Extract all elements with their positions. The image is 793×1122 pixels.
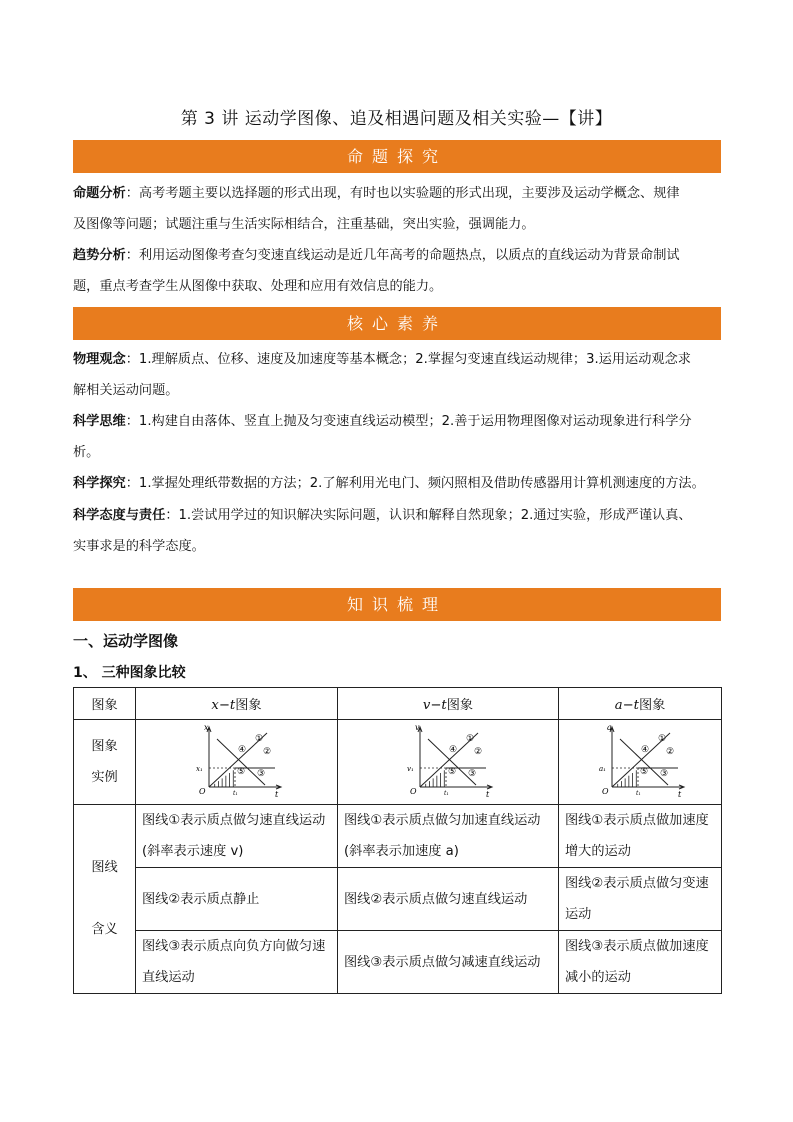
curve-label-4: ④ xyxy=(641,745,650,755)
literacy-thinking xyxy=(73,406,723,468)
table-row xyxy=(74,805,722,868)
table-row xyxy=(74,931,722,994)
table-cell: 图线③表示质点向负方向做匀速直线运动 xyxy=(136,931,338,994)
header-vt: v−t图象 xyxy=(338,688,559,720)
level-label: v₁ xyxy=(407,765,414,773)
graph-cell-xt xyxy=(136,720,338,805)
level-label: a₁ xyxy=(599,765,606,773)
table-cell: 图线①表示质点做加速度增大的运动 xyxy=(559,805,722,868)
t1-label: t₁ xyxy=(444,790,449,797)
axis-label: v xyxy=(415,723,420,732)
table-cell: 图线②表示质点做匀速直线运动 xyxy=(338,868,559,931)
curve-label-2: ② xyxy=(666,747,675,757)
curve-label-3: ③ xyxy=(256,769,265,779)
header-col0: 图象 xyxy=(74,688,136,720)
concept-label: 物理观念 xyxy=(73,352,126,367)
trend-text-1: ：利用运动图像考查匀变速直线运动是近几年高考的命题热点，以质点的直线运动为背景命制试 xyxy=(125,248,680,263)
header-xt: x−t图象 xyxy=(136,688,338,720)
thinking-text-1: ：1.构建自由落体、竖直上抛及匀变速直线运动模型；2.善于运用物理图像对运动现象进行科学分 xyxy=(125,414,692,429)
curve-label-5: ⑤ xyxy=(448,767,457,777)
literacy-attitude xyxy=(73,500,723,562)
research-analysis xyxy=(73,178,723,240)
table-cell: 图线①表示质点做匀速直线运动(斜率表示速度 v) xyxy=(136,805,338,868)
attitude-text-1: ：1.尝试用学过的知识解决实际问题，认识和解释自然现象；2.通过实验，形成严谨认真、 xyxy=(165,508,692,523)
banner-knowledge: 知识梳理 xyxy=(73,588,721,621)
concept-text-2: 解相关运动问题。 xyxy=(73,383,179,398)
curve-label-1: ① xyxy=(466,734,475,744)
attitude-label: 科学态度与责任 xyxy=(73,508,166,523)
curve-label-2: ② xyxy=(474,747,483,757)
t-label: t xyxy=(486,790,490,799)
axis-label: x xyxy=(203,723,209,732)
section-heading: 一、运动学图像 xyxy=(73,632,179,650)
page-title: 第 3 讲 运动学图像、追及相遇问题及相关实验—【讲】 xyxy=(180,109,613,129)
t-label: t xyxy=(678,790,682,799)
curve-label-4: ④ xyxy=(449,745,458,755)
graph-cell-at xyxy=(559,720,722,805)
literacy-concept xyxy=(73,344,723,406)
graph-row-label: 图象 实例 xyxy=(74,720,136,805)
meaning-row-label: 图线 含义 xyxy=(74,805,136,994)
table-cell: 图线③表示质点做加速度减小的运动 xyxy=(559,931,722,994)
vt-graph-diagram xyxy=(398,721,498,799)
inquiry-label: 科学探究 xyxy=(73,476,126,491)
attitude-text-2: 实事求是的科学态度。 xyxy=(73,539,205,554)
banner-research: 命题探究 xyxy=(73,140,721,173)
curve-label-1: ① xyxy=(658,734,667,744)
table-cell: 图线②表示质点静止 xyxy=(136,868,338,931)
t1-label: t₁ xyxy=(232,790,238,797)
concept-text-1: ：1.理解质点、位移、速度及加速度等基本概念；2.掌握匀变速直线运动规律；3.运用运动观念求 xyxy=(125,352,691,367)
curve-label-3: ③ xyxy=(468,769,477,779)
curve-label-3: ③ xyxy=(660,769,669,779)
thinking-text-2: 析。 xyxy=(73,445,100,460)
origin-label: O xyxy=(198,787,206,796)
origin-label: O xyxy=(602,787,609,796)
graph-cell-vt xyxy=(338,720,559,805)
origin-label: O xyxy=(410,787,417,796)
xt-graph-diagram xyxy=(187,721,287,799)
literacy-inquiry xyxy=(73,468,723,499)
curve-label-1: ① xyxy=(254,734,263,744)
table-cell: 图线③表示质点做匀减速直线运动 xyxy=(338,931,559,994)
inquiry-text: ：1.掌握处理纸带数据的方法；2.了解利用光电门、频闪照相及借助传感器用计算机测速度的方法。 xyxy=(125,476,705,491)
axis-label: a xyxy=(607,723,612,732)
analysis-text-1: ：高考考题主要以选择题的形式出现，有时也以实验题的形式出现，主要涉及运动学概念、规律 xyxy=(125,186,680,201)
curve-label-4: ④ xyxy=(237,745,246,755)
table-cell: 图线②表示质点做匀变速运动 xyxy=(559,868,722,931)
comparison-table xyxy=(73,687,722,994)
trend-text-2: 题，重点考查学生从图像中获取、处理和应用有效信息的能力。 xyxy=(73,279,443,294)
banner-literacy: 核心素养 xyxy=(73,307,721,340)
analysis-text-2: 及图像等问题；试题注重与生活实际相结合，注重基础，突出实验，强调能力。 xyxy=(73,217,535,232)
header-at: a−t图象 xyxy=(559,688,722,720)
curve-label-2: ② xyxy=(262,747,271,757)
level-label: x₁ xyxy=(195,765,203,773)
analysis-label: 命题分析 xyxy=(73,186,126,201)
trend-label: 趋势分析 xyxy=(73,248,126,263)
t1-label: t₁ xyxy=(636,790,641,797)
table-cell: 图线①表示质点做匀加速直线运动(斜率表示加速度 a) xyxy=(338,805,559,868)
graph-row xyxy=(74,720,722,805)
at-graph-diagram xyxy=(590,721,690,799)
subsection-heading: 1、 三种图象比较 xyxy=(73,665,186,681)
t-label: t xyxy=(274,790,278,799)
table-row xyxy=(74,868,722,931)
table-header-row xyxy=(74,688,722,720)
curve-label-5: ⑤ xyxy=(640,767,649,777)
curve-label-5: ⑤ xyxy=(236,767,245,777)
thinking-label: 科学思维 xyxy=(73,414,126,429)
research-trend xyxy=(73,240,723,302)
